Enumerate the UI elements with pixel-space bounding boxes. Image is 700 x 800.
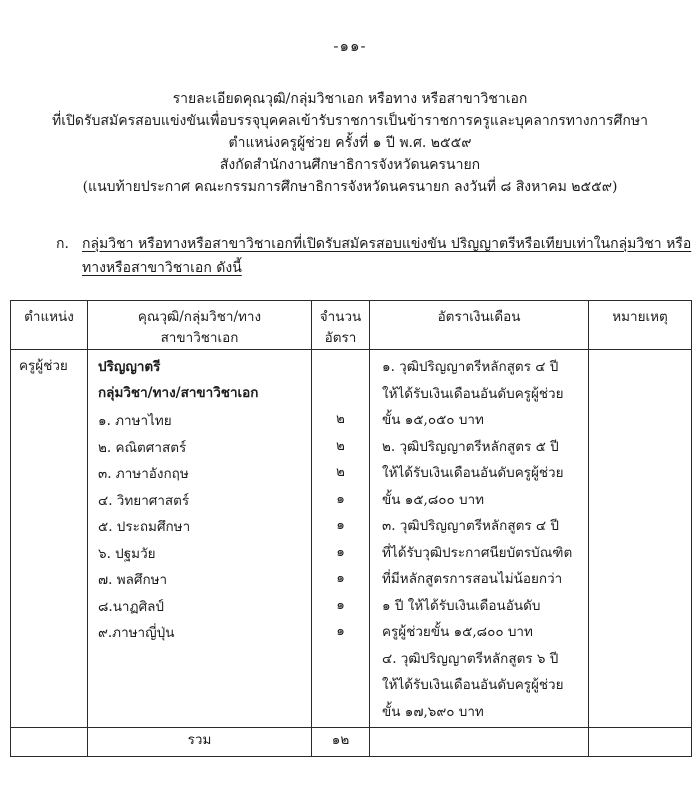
salary-line: ให้ได้รับเงินเดือนอันดับครูผู้ช่วย (382, 677, 564, 693)
header-count-line-1: จำนวน (319, 309, 362, 325)
salary-line: ให้ได้รับเงินเดือนอันดับครูผู้ช่วย (382, 465, 564, 481)
salary-line: ๑ ปี ให้ได้รับเงินเดือนอันดับ (382, 597, 541, 614)
salary-line: ขั้น ๑๕,๘๐๐ บาท (382, 491, 485, 508)
header-line-2: ที่เปิดรับสมัครสอบแข่งขันเพื่อบรรจุบุคคลเข้ารับราชการเป็นข้าราชการครูและบุคลากรทางการศึกษา (52, 113, 648, 129)
subject-count: ๒ (336, 437, 345, 454)
salary-line: ขั้น ๑๗,๖๙๐ บาท (382, 703, 484, 720)
subject-item: ๑. ภาษาไทย (98, 413, 172, 429)
salary-line: ที่ได้รับวุฒิประกาศนียบัตรบัณฑิต (382, 544, 573, 561)
qualification-subtitle: กลุ่มวิชา/ทาง/สาขาวิชาเอก (98, 385, 259, 401)
subject-item: ๙.ภาษาญี่ปุ่น (98, 625, 175, 641)
subject-count: ๒ (336, 464, 345, 480)
header-salary (370, 301, 589, 350)
header-remarks (589, 301, 692, 350)
subject-item: ๓. ภาษาอังกฤษ (98, 466, 189, 482)
qualification-table (10, 300, 692, 757)
subject-item: ๕. ประถมศึกษา (98, 519, 191, 535)
qualification-title: ปริญญาตรี (98, 359, 161, 375)
total-row (11, 728, 692, 757)
section-heading (82, 232, 690, 280)
table-header-row (11, 301, 692, 350)
subject-count: ๑ (336, 517, 345, 533)
header-remarks-label: หมายเหตุ (612, 309, 668, 325)
page-number: -๑๑- (333, 37, 367, 55)
section-marker: ก. (56, 236, 69, 252)
subject-item: ๘.นาฏศิลป์ (98, 598, 164, 615)
header-qualification-line-1: คุณวุฒิ/กลุ่มวิชา/ทาง (137, 309, 262, 325)
count-cell (312, 350, 370, 728)
section-a (56, 232, 690, 280)
header-line-4: สังกัดสำนักงานศึกษาธิการจังหวัดนครนายก (219, 157, 481, 173)
header-position (11, 301, 88, 350)
salary-line: ๓. วุฒิปริญญาตรีหลักสูตร ๔ ปี (382, 518, 559, 534)
salary-line: ๔. วุฒิปริญญาตรีหลักสูตร ๖ ปี (382, 650, 559, 667)
document-header (20, 88, 680, 198)
remarks-cell (589, 350, 692, 728)
salary-line: ๒. วุฒิปริญญาตรีหลักสูตร ๕ ปี (382, 438, 559, 455)
salary-line: ขั้น ๑๕,๐๕๐ บาท (382, 412, 484, 428)
salary-line: ให้ได้รับเงินเดือนอันดับครูผู้ช่วย (382, 385, 564, 402)
subject-item: ๔. วิทยาศาสตร์ (98, 492, 190, 509)
subject-count: ๑ (336, 623, 345, 639)
qualification-cell (88, 350, 312, 728)
section-heading-line-2: ทางหรือสาขาวิชาเอก ดังนี้ (82, 260, 242, 276)
salary-cell (370, 350, 589, 728)
subject-count: ๑ (336, 490, 345, 507)
total-label: รวม (88, 728, 312, 757)
header-line-3: ตำแหน่งครูผู้ช่วย ครั้งที่ ๑ ปี พ.ศ. ๒๕๕๙ (228, 135, 472, 151)
header-count (312, 301, 370, 350)
header-salary-label: อัตราเงินเดือน (437, 309, 521, 325)
salary-line: ครูผู้ช่วยขั้น ๑๕,๘๐๐ บาท (382, 624, 533, 640)
header-qualification-line-2: สาขาวิชาเอก (160, 330, 239, 346)
subject-item: ๗. พลศึกษา (98, 572, 168, 588)
header-position-label: ตำแหน่ง (24, 309, 74, 325)
header-count-line-2: อัตรา (324, 330, 357, 346)
total-empty-position (11, 728, 88, 757)
total-value: ๑๒ (312, 728, 370, 757)
table-row (11, 350, 692, 728)
subject-count: ๑ (336, 596, 345, 613)
header-line-1: รายละเอียดคุณวุฒิ/กลุ่มวิชาเอก หรือทาง หรือสาขาวิชาเอก (172, 91, 528, 107)
total-empty-salary (370, 728, 589, 757)
total-empty-remarks (589, 728, 692, 757)
section-heading-line-1: กลุ่มวิชา หรือทางหรือสาขาวิชาเอกที่เปิดรับสมัครสอบแข่งขัน ปริญญาตรีหรือเทียบเท่าในกลุ่มวิชา หรือ (82, 236, 692, 252)
position-cell (11, 350, 88, 728)
header-line-5: (แนบท้ายประกาศ คณะกรรมการศึกษาธิการจังหวัดนครนายก ลงวันที่ ๘ สิงหาคม ๒๕๕๙) (82, 179, 618, 195)
subject-count: ๑ (336, 543, 345, 560)
salary-line: ที่มีหลักสูตรการสอนไม่น้อยกว่า (382, 571, 563, 587)
subject-count: ๒ (336, 411, 345, 427)
subject-count: ๑ (336, 570, 345, 586)
header-qualification (88, 301, 312, 350)
salary-line: ๑. วุฒิปริญญาตรีหลักสูตร ๔ ปี (382, 359, 559, 375)
subject-item: ๒. คณิตศาสตร์ (98, 439, 187, 456)
subject-item: ๖. ปฐมวัย (98, 545, 156, 562)
position-label: ครูผู้ช่วย (19, 358, 68, 374)
